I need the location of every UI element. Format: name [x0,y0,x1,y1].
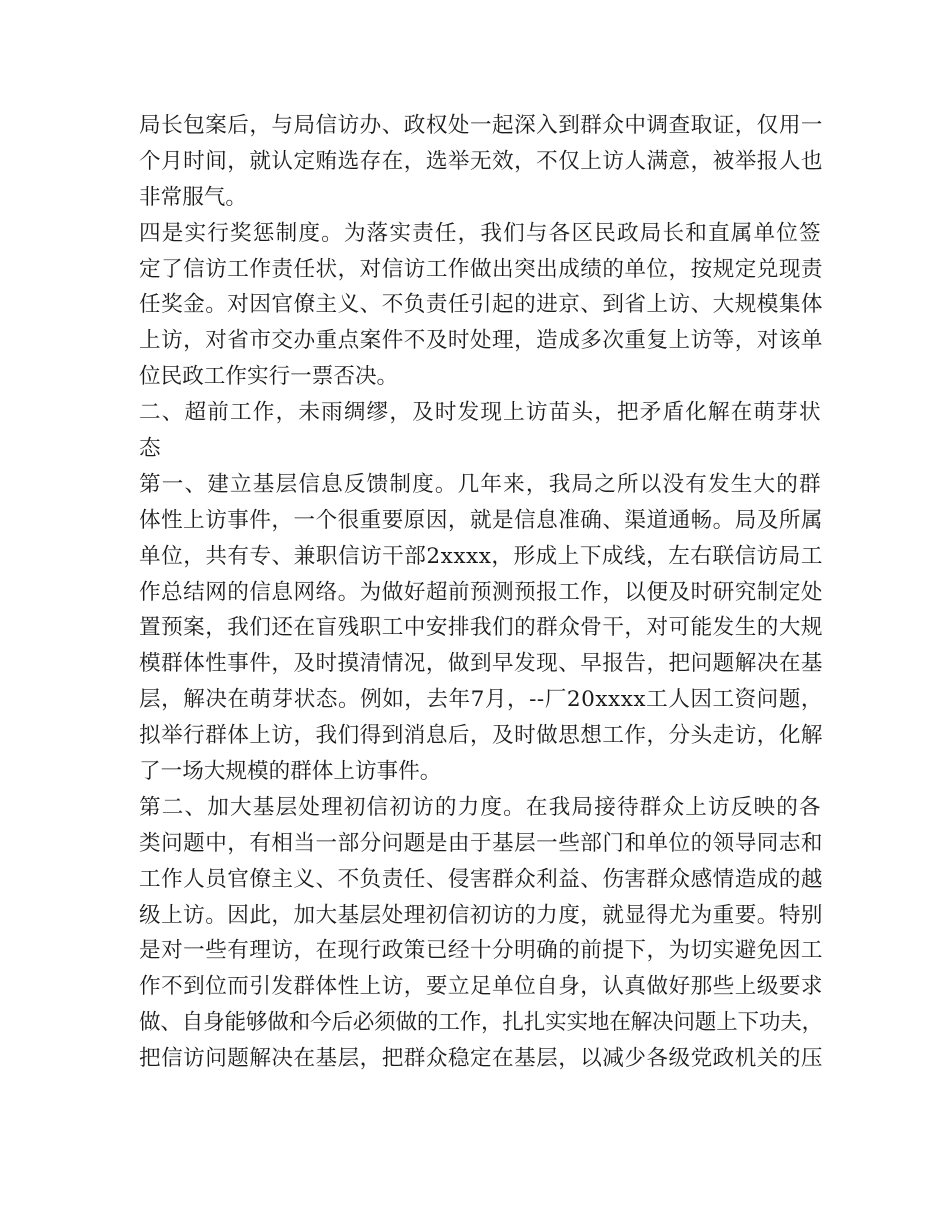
text-line [139,539,823,575]
text-line-content: 类问题中，有相当一部分问题是由于基层一些部门和单位的领导同志和 [139,830,823,856]
document-page [139,108,823,1077]
text-line [139,969,823,1005]
text-line [139,718,823,754]
text-line [139,287,823,323]
text-line-content: 模群体性事件，及时摸清情况，做到早发现、早报告，把问题解决在基 [139,651,823,677]
text-line [139,395,823,431]
text-line-content: 个月时间，就认定贿选存在，选举无效，不仅上访人满意，被举报人也 [139,148,823,174]
text-line-content: 把信访问题解决在基层，把群众稳定在基层，以减少各级党政机关的压 [139,1046,823,1072]
text-line [139,575,823,611]
text-line-content: 置预案，我们还在盲残职工中安排我们的群众骨干，对可能发生的大规 [139,615,823,641]
text-line-content: 上访，对省市交办重点案件不及时处理，造成多次重复上访等，对该单 [139,328,823,354]
text-line [139,467,823,503]
text-line [139,862,823,898]
text-line-content: 非常服气。 [139,184,247,210]
text-line-content: 级上访。因此，加大基层处理初信初访的力度，就显得尤为重要。特别 [139,902,823,928]
text-line [139,431,823,467]
text-line-content: 是对一些有理访，在现行政策已经十分明确的前提下，为切实避免因工 [139,938,823,964]
text-line-content: 层，解决在萌芽状态。例如，去年7月，--厂20xxxx工人因工资问题， [139,687,823,713]
text-line-content: 工作人员官僚主义、不负责任、侵害群众利益、伤害群众感情造成的越 [139,866,823,892]
text-line-content: 体性上访事件，一个很重要原因，就是信息准确、渠道通畅。局及所属 [139,507,823,533]
text-line [139,933,823,969]
text-line-content: 拟举行群体上访，我们得到消息后，及时做思想工作，分头走访，化解 [139,723,823,749]
text-line-content: 局长包案后，与局信访办、政权处一起深入到群众中调查取证，仅用一 [139,113,823,138]
text-line [139,1005,823,1041]
text-line-content: 定了信访工作责任状，对信访工作做出突出成绩的单位，按规定兑现责 [139,256,823,282]
text-line [139,108,823,144]
text-line-content: 第二、加大基层处理初信初访的力度。在我局接待群众上访反映的各 [139,794,822,820]
text-line [139,790,823,826]
text-line-content: 做、自身能够做和今后必须做的工作，扎扎实实地在解决问题上下功夫， [139,1010,823,1036]
text-line [139,646,823,682]
text-line [139,610,823,646]
text-line-content: 作总结网的信息网络。为做好超前预测预报工作，以便及时研究制定处 [139,579,823,605]
text-line [139,754,823,790]
text-line-content: 二、超前工作，未雨绸缪，及时发现上访苗头，把矛盾化解在萌芽状 [139,400,822,426]
text-line [139,682,823,718]
text-line [139,180,823,216]
text-line [139,144,823,180]
text-line [139,359,823,395]
text-line-content: 位民政工作实行一票否决。 [139,364,399,390]
text-line [139,1041,823,1077]
text-line-content: 任奖金。对因官僚主义、不负责任引起的进京、到省上访、大规模集体 [139,292,823,318]
text-line [139,216,823,252]
text-line [139,252,823,288]
text-line-content: 第一、建立基层信息反馈制度。几年来，我局之所以没有发生大的群 [139,471,822,497]
text-line-content: 态 [139,436,161,462]
text-line [139,323,823,359]
text-line [139,898,823,934]
text-line-content: 作不到位而引发群体性上访，要立足单位自身，认真做好那些上级要求 [139,974,823,1000]
text-line [139,826,823,862]
text-line-content: 四是实行奖惩制度。为落实责任，我们与各区民政局长和直属单位签 [139,220,822,246]
text-line [139,503,823,539]
text-line-content: 了一场大规模的群体上访事件。 [139,759,442,785]
text-line-content: 单位，共有专、兼职信访干部2xxxx，形成上下成线，左右联信访局工 [139,543,823,569]
